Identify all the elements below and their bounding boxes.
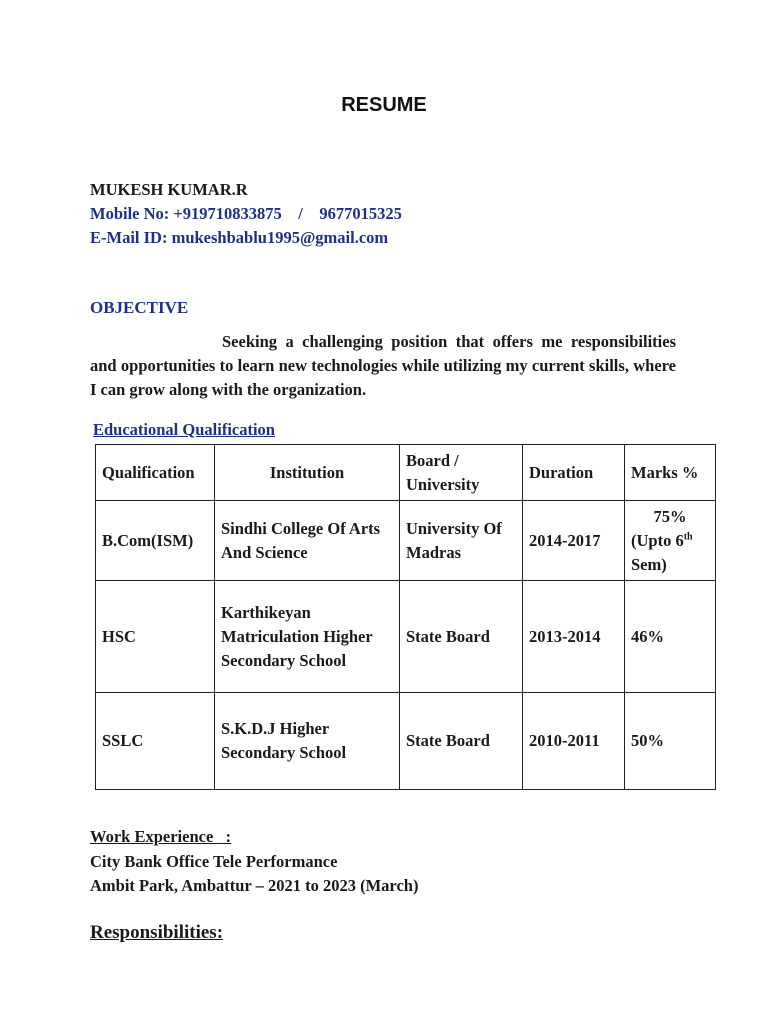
marks-note-sup: th [683,531,693,542]
objective-text: Seeking a challenging position that offers me responsibilities and opportunities to learn new technologies while utilizing my current skills, where I can grow along with the organization. [90,332,676,399]
page-title: RESUME [341,94,427,116]
candidate-name: MUKESH KUMAR.R [90,180,248,199]
marks-note-end: Sem) [631,554,667,574]
cell-institution: Sindhi College Of Arts And Science [215,501,400,581]
marks-note-pre: (Upto 6 [631,530,684,550]
cell-marks: 50% [625,693,716,790]
mobile-number: Mobile No: +919710833875 / 9677015325 [90,204,402,223]
cell-institution: Karthikeyan Matriculation Higher Secondary School [215,581,400,693]
cell-board: State Board [400,581,523,693]
work-company: City Bank Office Tele Performance [90,852,338,871]
table-row [96,693,716,790]
header-marks: Marks % [625,445,716,501]
cell-marks [625,501,716,581]
objective-heading: OBJECTIVE [90,298,189,317]
email-address: E-Mail ID: mukeshbablu1995@gmail.com [90,228,389,247]
table-header-row [96,445,716,501]
responsibilities-heading: Responsibilities: [90,922,224,943]
header-qualification: Qualification [96,445,215,501]
table-row [96,501,716,581]
cell-duration: 2010-2011 [523,693,625,790]
cell-duration: 2014-2017 [523,501,625,581]
cell-marks: 46% [625,581,716,693]
cell-board: University Of Madras [400,501,523,581]
cell-board: State Board [400,693,523,790]
cell-qualification: B.Com(ISM) [96,501,215,581]
work-location-period: Ambit Park, Ambattur – 2021 to 2023 (March) [90,876,419,895]
cell-institution: S.K.D.J Higher Secondary School [215,693,400,790]
cell-duration: 2013-2014 [523,581,625,693]
cell-qualification: SSLC [96,693,215,790]
header-duration: Duration [523,445,625,501]
education-heading: Educational Qualification [93,420,275,439]
work-experience-heading: Work Experience : [90,827,232,846]
table-row [96,581,716,693]
cell-qualification: HSC [96,581,215,693]
education-table [95,444,716,790]
marks-value: 75% [653,506,687,526]
header-institution: Institution [215,445,400,501]
marks-note [631,529,709,553]
header-board: Board / University [400,445,523,501]
